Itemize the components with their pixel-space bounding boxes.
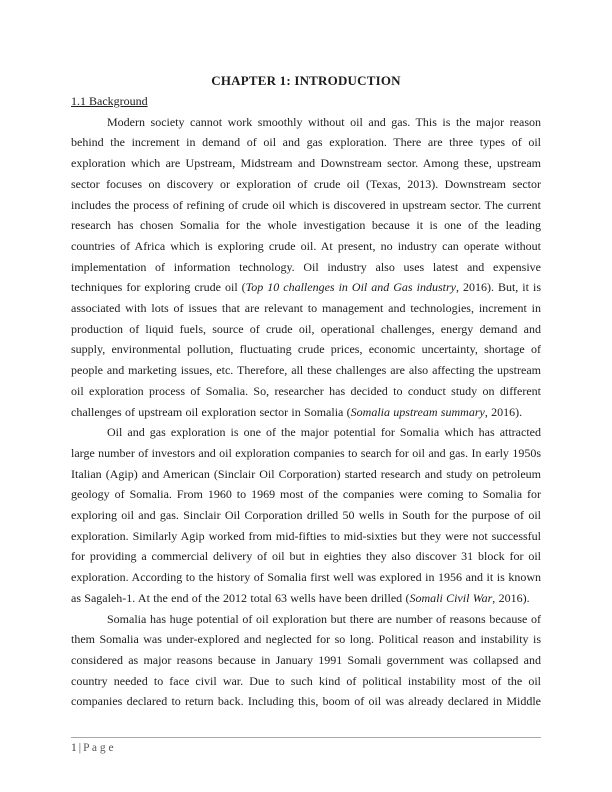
footer-separator: | (78, 742, 82, 754)
text-run: , 2016). (492, 590, 530, 605)
page-footer (71, 741, 114, 755)
text-run: Somalia has huge potential of oil exploration but there are number of reasons because of them Somalia was under-explored and neglected for so long. Political reason and instability is considered as major reasons because in January 1991 Somali government was collapsed and country needed to face civil war. Due to such kind of political instability most of the oil companies declared to return back. Including this, boom of oil was already declared in Middle (71, 611, 541, 709)
citation-title: Somalia upstream summary (350, 404, 485, 419)
text-run: Oil and gas exploration is one of the major potential for Somalia which has attracted large number of investors and oil exploration companies to search for oil and gas. In early 1950s Italian (Agip) and American (Sinclair Oil Corporation) started research and study on petroleum geology of Somalia. From 1960 to 1969 most of the companies were coming to Somalia for exploring oil and gas. Sinclair Oil Corporation drilled 50 wells in South for the purpose of oil exploration. Similarly Agip worked from mid-fifties to mid-sixties but they were not successful for providing a commercial delivery of oil but in eighties they also discover 31 block for oil exploration. According to the history of Somalia first well was explored in 1956 and it is known as Sagaleh-1. At the end of the 2012 total 63 wells have been drilled ( (71, 425, 541, 605)
paragraph (71, 609, 541, 713)
text-run: , 2016). But, it is associated with lots of issues that are relevant to management and technologies, increment in production of liquid fuels, source of crude oil, operational challenges, energy demand and supply, environmental pollution, fluctuating crude prices, economic uncertainty, shortage of people and marketing issues, etc. Therefore, all these challenges are also affecting the upstream oil exploration process of Somalia. So, researcher has decided to conduct study on different challenges of upstream oil exploration sector in Somalia ( (71, 280, 541, 419)
citation-title: Somali Civil War (409, 590, 493, 605)
section-heading: 1.1 Background (71, 94, 148, 108)
footer-page-number: 1 (71, 742, 77, 754)
body-paragraphs (71, 112, 541, 712)
text-run: Modern society cannot work smoothly without oil and gas. This is the major reason behind the increment in demand of oil and gas exploration. There are three types of oil exploration which are Upstream, Midstream and Downstream sector. Among these, upstream sector focuses on discovery or exploration of crude oil (Texas, 2013). Downstream sector includes the process of refining of crude oil which is discovered in upstream sector. The current research has chosen Somalia for the whole investigation because it is one of the leading countries of Africa which is exploring crude oil. At present, no industry can operate without implementation of information technology. Oil industry also uses latest and expensive techniques for exploring crude oil ( (71, 114, 541, 295)
paragraph (71, 422, 541, 608)
text-run: , 2016). (484, 404, 523, 419)
citation-title: Top 10 challenges in Oil and Gas industry (245, 280, 456, 295)
footer-rule (71, 737, 541, 738)
footer-page-label: P a g e (83, 742, 114, 754)
chapter-title: CHAPTER 1: INTRODUCTION (211, 73, 401, 88)
page-content (71, 70, 541, 712)
paragraph (71, 112, 541, 423)
